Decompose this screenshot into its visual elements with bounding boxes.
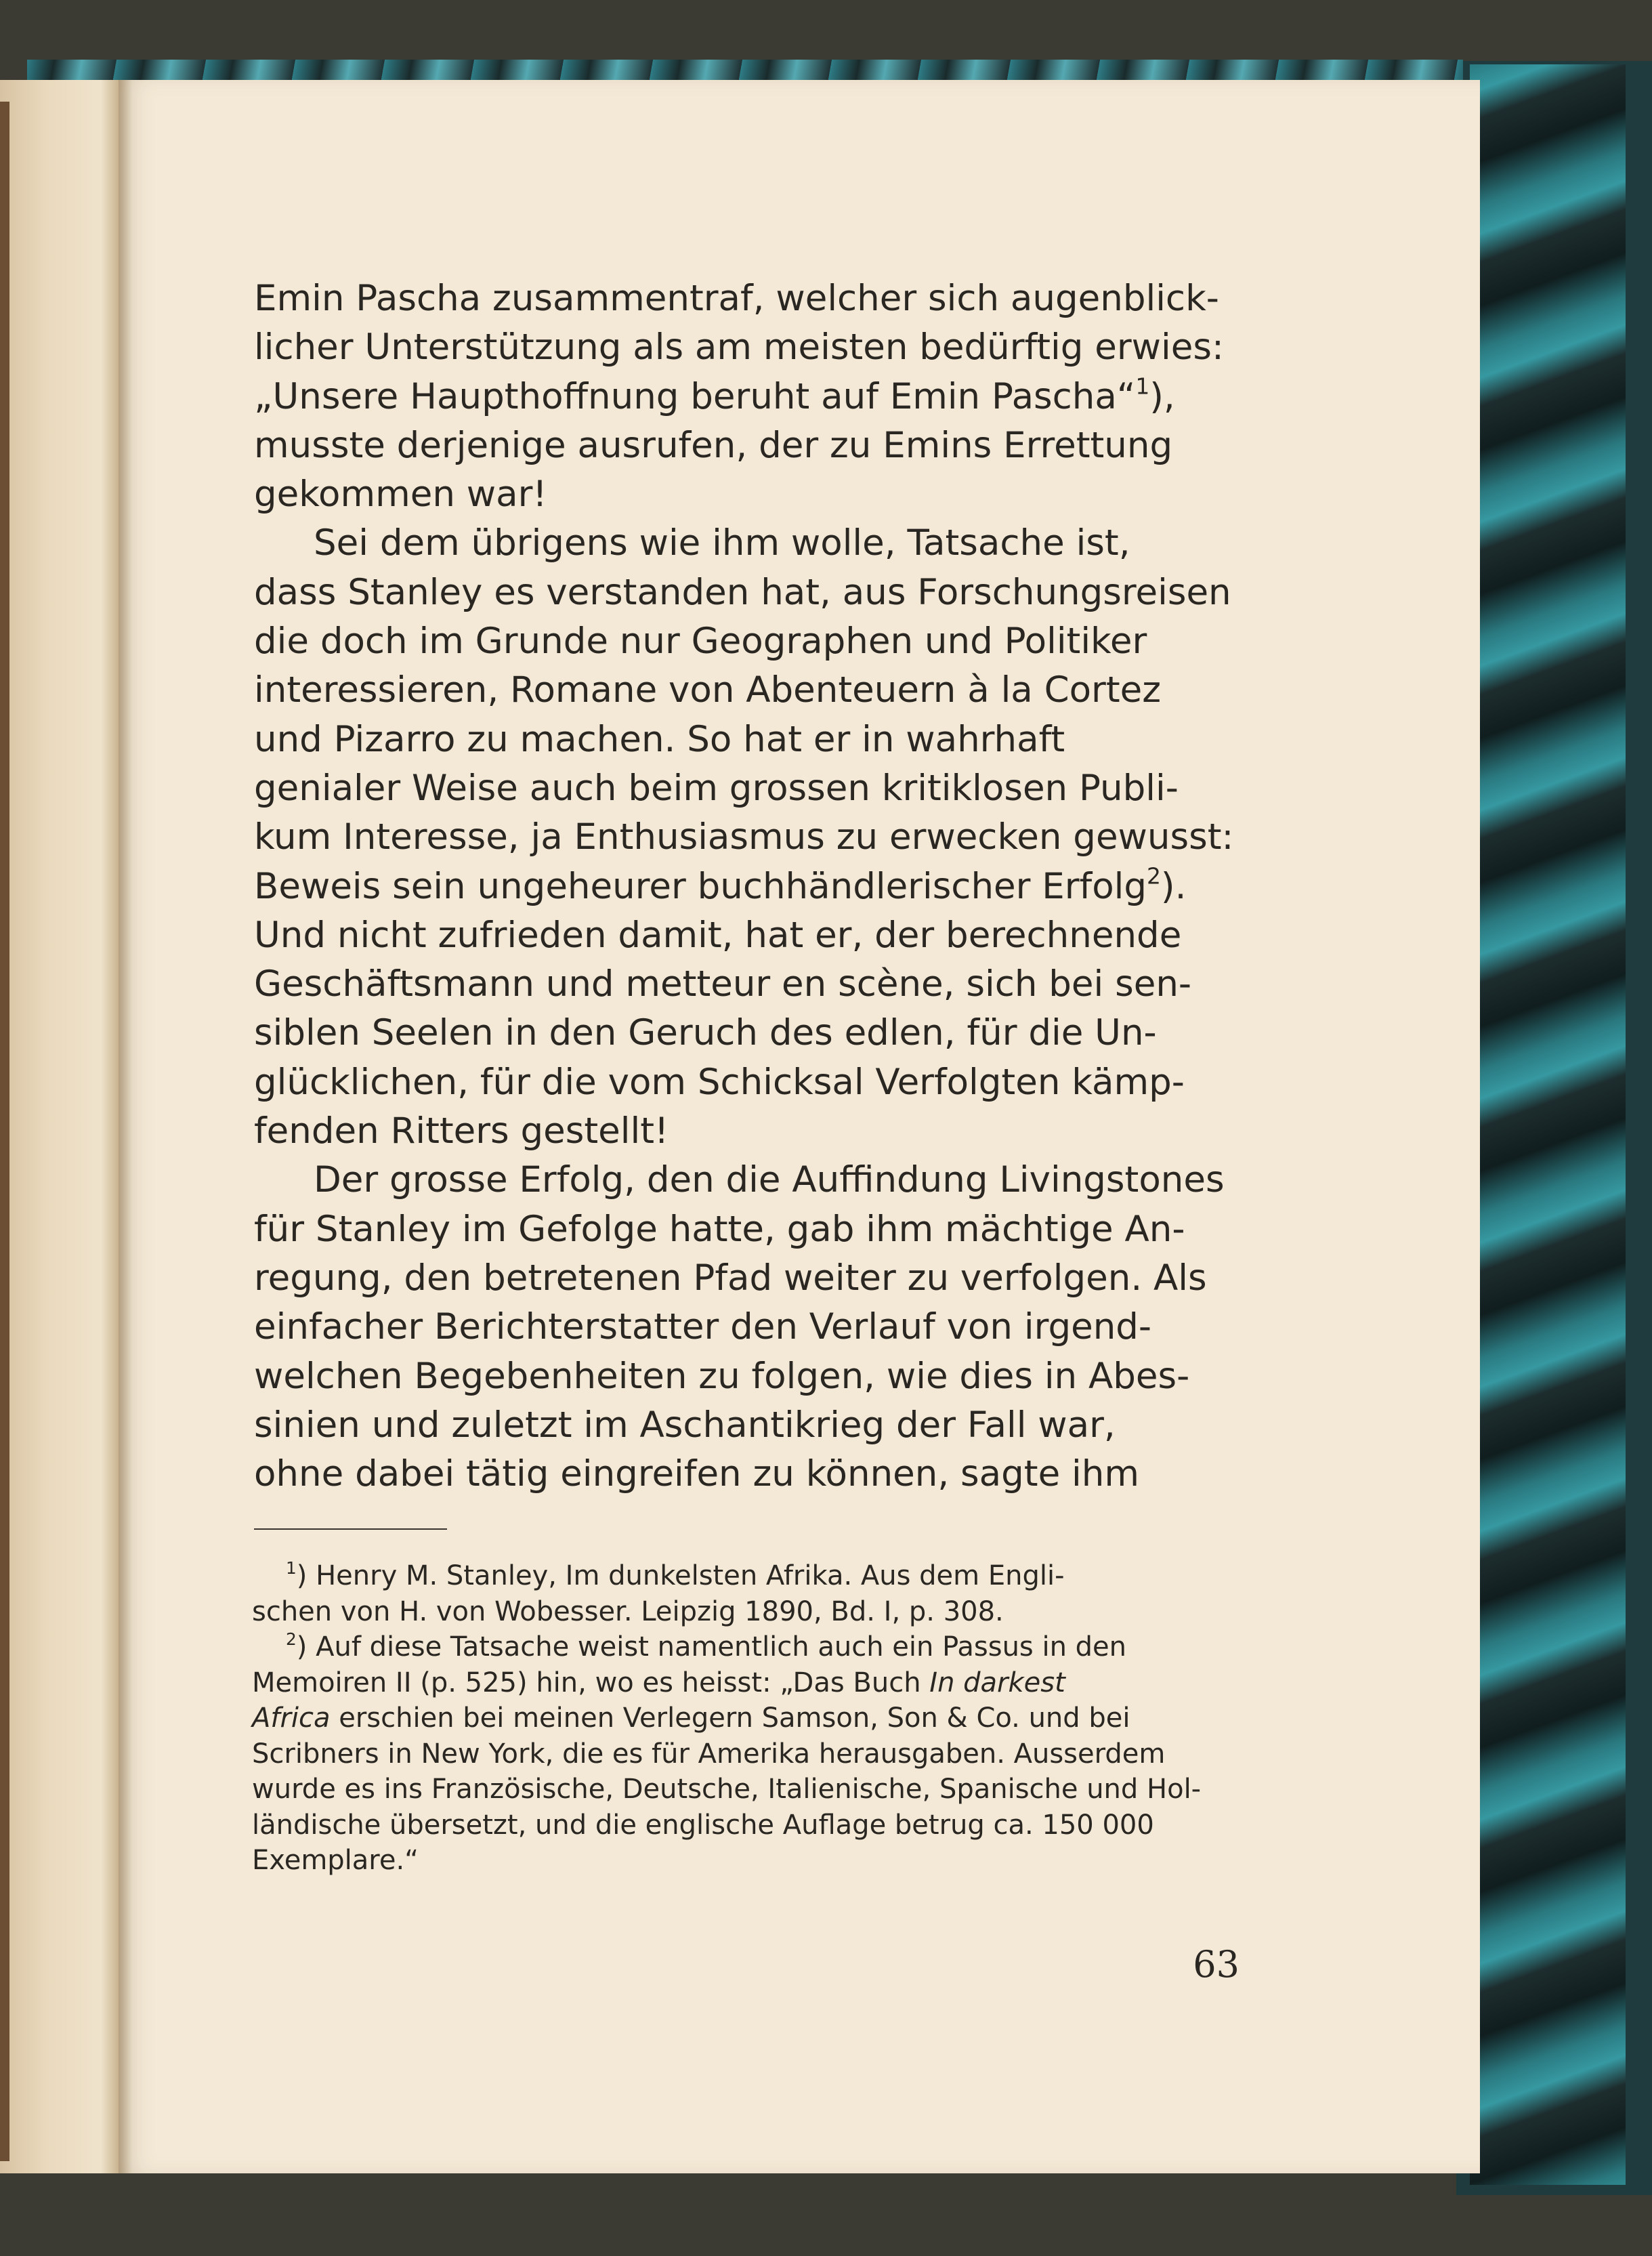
footnote-text: ) Henry M. Stanley, Im dunkelsten Afrika. Aus dem Engli- bbox=[296, 1560, 1065, 1591]
footnote-1 bbox=[286, 1558, 1065, 1594]
text-line-content: sinien und zuletzt im Aschantikrieg der Fall war, bbox=[254, 1404, 1116, 1446]
text-line bbox=[254, 1401, 1240, 1450]
text-line-content: glücklichen, für die vom Schicksal Verfolgten kämp- bbox=[254, 1061, 1185, 1103]
text-line-content bbox=[254, 862, 1186, 911]
text-segment: „Unsere Haupthoffnung beruht auf Emin Pascha“ bbox=[254, 375, 1136, 417]
footnote-line bbox=[252, 1629, 1240, 1665]
text-line bbox=[254, 911, 1240, 960]
text-line-content: Geschäftsmann und metteur en scène, sich bei sen- bbox=[254, 963, 1192, 1005]
footnote-text: schen von H. von Wobesser. Leipzig 1890, Bd. I, p. 308. bbox=[252, 1595, 1004, 1627]
footnote-text: Exemplare.“ bbox=[252, 1845, 419, 1876]
footnote-1-mark: 1 bbox=[286, 1558, 297, 1578]
footnote-segment: erschien bei meinen Verlegern Samson, Son & Co. und bei bbox=[330, 1703, 1130, 1734]
footnote-ref-1-tail: ), bbox=[1149, 375, 1175, 417]
footnote-text: ländische übersetzt, und die englische Auflage betrug ca. 150 000 bbox=[252, 1809, 1154, 1841]
footnote-text: Scribners in New York, die es für Amerika herausgaben. Ausserdem bbox=[252, 1738, 1166, 1770]
text-line bbox=[254, 1303, 1240, 1352]
footnote-line bbox=[252, 1808, 1240, 1843]
text-line-content: welchen Begebenheiten zu folgen, wie dies in Abes- bbox=[254, 1355, 1190, 1397]
text-segment: Beweis sein ungeheurer buchhändlerischer Erfolg bbox=[254, 865, 1147, 907]
footnote-text bbox=[252, 1665, 1065, 1701]
footnote-text bbox=[252, 1700, 1130, 1736]
text-line bbox=[254, 1107, 1240, 1156]
footnote-line bbox=[252, 1843, 1240, 1879]
text-line-content: siblen Seelen in den Geruch des edlen, für die Un- bbox=[254, 1012, 1157, 1054]
text-line-content: und Pizarro zu machen. So hat er in wahrhaft bbox=[254, 718, 1065, 760]
page-gutter-shadow bbox=[119, 80, 132, 2173]
body-text bbox=[254, 274, 1240, 1499]
text-line bbox=[254, 1009, 1240, 1058]
text-line bbox=[254, 617, 1240, 666]
footnote-separator bbox=[254, 1528, 447, 1530]
text-line bbox=[254, 1254, 1240, 1303]
text-line bbox=[254, 421, 1240, 470]
footnote-2 bbox=[286, 1629, 1126, 1665]
text-line bbox=[254, 666, 1240, 715]
text-line bbox=[254, 274, 1240, 323]
footnote-text: wurde es ins Französische, Deutsche, Italienische, Spanische und Hol- bbox=[252, 1774, 1202, 1805]
text-line-content: die doch im Grunde nur Geographen und Politiker bbox=[254, 621, 1147, 663]
footnote-line bbox=[252, 1558, 1240, 1594]
footnote-line bbox=[252, 1736, 1240, 1772]
footnote-segment: Memoiren II (p. 525) hin, wo es heisst: „Das Buch bbox=[252, 1667, 930, 1698]
page-number: 63 bbox=[1193, 1943, 1240, 1986]
footnotes bbox=[252, 1558, 1240, 1879]
book-title-italic: Africa bbox=[252, 1703, 331, 1734]
text-line bbox=[254, 568, 1240, 617]
text-line-content: interessieren, Romane von Abenteuern à la Cortez bbox=[254, 669, 1162, 711]
text-line bbox=[254, 373, 1240, 421]
footnote-2-mark: 2 bbox=[286, 1629, 297, 1649]
text-line bbox=[254, 715, 1240, 764]
marbled-endpaper bbox=[1470, 64, 1626, 2185]
text-line-content: Sei dem übrigens wie ihm wolle, Tatsache ist, bbox=[314, 522, 1130, 564]
text-line-content: ohne dabei tätig eingreifen zu können, sagte ihm bbox=[254, 1453, 1139, 1495]
text-line bbox=[254, 323, 1240, 372]
text-line-content: Emin Pascha zusammentraf, welcher sich augenblick- bbox=[254, 278, 1219, 319]
footnote-ref-2-tail: ). bbox=[1160, 865, 1187, 907]
text-line bbox=[254, 470, 1240, 519]
text-line bbox=[254, 960, 1240, 1009]
text-line-content: gekommen war! bbox=[254, 474, 547, 516]
text-line-content: Der grosse Erfolg, den die Auffindung Livingstones bbox=[314, 1159, 1225, 1201]
text-line-content bbox=[254, 373, 1175, 421]
text-line bbox=[254, 1058, 1240, 1107]
text-line-content: genialer Weise auch beim grossen kritiklosen Publi- bbox=[254, 767, 1179, 809]
text-line bbox=[254, 519, 1240, 568]
text-line bbox=[254, 813, 1240, 862]
text-line bbox=[254, 1156, 1240, 1205]
text-line bbox=[254, 862, 1240, 911]
text-line-content: dass Stanley es verstanden hat, aus Forschungsreisen bbox=[254, 571, 1231, 613]
footnote-ref-2: 2 bbox=[1147, 862, 1161, 890]
book-title-italic: In darkest bbox=[929, 1667, 1065, 1698]
text-line-content: für Stanley im Gefolge hatte, gab ihm mächtige An- bbox=[254, 1208, 1185, 1250]
text-line-content: musste derjenige ausrufen, der zu Emins Errettung bbox=[254, 424, 1173, 466]
text-line-content: einfacher Berichterstatter den Verlauf von irgend- bbox=[254, 1306, 1152, 1348]
left-page-edge bbox=[0, 80, 119, 2173]
footnote-line bbox=[252, 1772, 1240, 1808]
text-line bbox=[254, 764, 1240, 813]
text-line-content: fenden Ritters gestellt! bbox=[254, 1110, 669, 1152]
text-line-content: Und nicht zufrieden damit, hat er, der berechnende bbox=[254, 914, 1182, 956]
footnote-ref-1: 1 bbox=[1135, 373, 1150, 400]
left-binding-edge bbox=[0, 102, 9, 2161]
footnote-line bbox=[252, 1594, 1240, 1630]
footnote-text: ) Auf diese Tatsache weist namentlich auch ein Passus in den bbox=[296, 1631, 1127, 1663]
text-line-content: kum Interesse, ja Enthusiasmus zu erwecken gewusst: bbox=[254, 816, 1234, 858]
text-line bbox=[254, 1205, 1240, 1254]
footnote-line bbox=[252, 1665, 1240, 1701]
text-line-content: licher Unterstützung als am meisten bedürftig erwies: bbox=[254, 327, 1224, 369]
text-line bbox=[254, 1450, 1240, 1499]
text-line bbox=[254, 1352, 1240, 1401]
footnote-line bbox=[252, 1700, 1240, 1736]
text-line-content: regung, den betretenen Pfad weiter zu verfolgen. Als bbox=[254, 1257, 1207, 1299]
